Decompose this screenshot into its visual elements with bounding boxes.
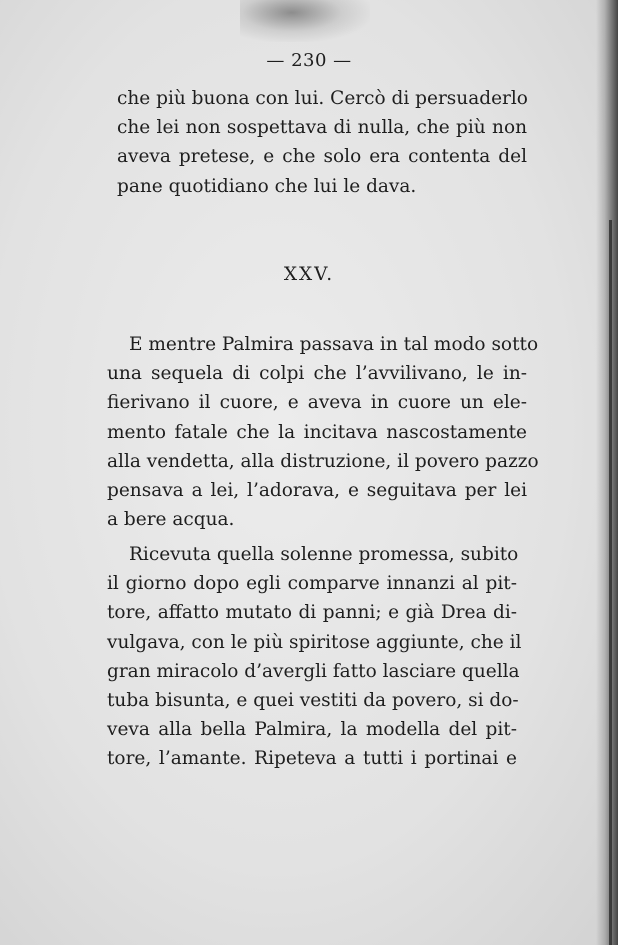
text-line: tore, affatto mutato di panni; e già Drea di- bbox=[107, 602, 517, 624]
text-line: tuba bisunta, e quei vestiti da povero, si do- bbox=[107, 689, 519, 711]
text-line: veva alla bella Palmira, la modella del pit- bbox=[107, 719, 517, 741]
text-line: che più buona con lui. Cercò di persuaderlo bbox=[117, 88, 528, 109]
paragraph-continued bbox=[117, 84, 527, 201]
text-line: Ricevuta quella solenne promessa, subito bbox=[129, 544, 519, 565]
text-line: fierivano il cuore, e aveva in cuore un ele- bbox=[107, 392, 527, 414]
paragraph bbox=[107, 330, 539, 534]
text-line: che lei non sospettava di nulla, che più non bbox=[117, 117, 527, 139]
paragraph bbox=[107, 540, 522, 774]
text-line: il giorno dopo egli comparve innanzi al pit- bbox=[107, 573, 517, 595]
text-line: a bere acqua. bbox=[107, 509, 235, 531]
chapter-heading: XXV. bbox=[283, 264, 335, 285]
text-line: vulgava, con le più spiritose aggiunte, che il bbox=[107, 631, 522, 653]
text-line: E mentre Palmira passava in tal modo sotto bbox=[129, 334, 539, 355]
text-line: gran miracolo d’avergli fatto lasciare quella bbox=[107, 660, 520, 682]
page-number: — 230 — bbox=[266, 50, 352, 71]
text-line: pane quotidiano che lui le dava. bbox=[117, 175, 417, 197]
page-edge-line bbox=[609, 220, 612, 945]
text-line: una sequela di colpi che l’avvilivano, le in- bbox=[107, 363, 527, 385]
text-line: tore, l’amante. Ripeteva a tutti i portinai e bbox=[107, 748, 517, 770]
ink-smudge bbox=[240, 0, 370, 42]
text-line: mento fatale che la incitava nascostamente bbox=[107, 421, 527, 443]
text-line: pensava a lei, l’adorava, e seguitava per lei bbox=[107, 479, 527, 501]
binding-edge-shadow bbox=[596, 0, 618, 945]
text-line: aveva pretese, e che solo era contenta del bbox=[117, 146, 527, 168]
text-line: alla vendetta, alla distruzione, il povero pazzo bbox=[107, 450, 539, 472]
